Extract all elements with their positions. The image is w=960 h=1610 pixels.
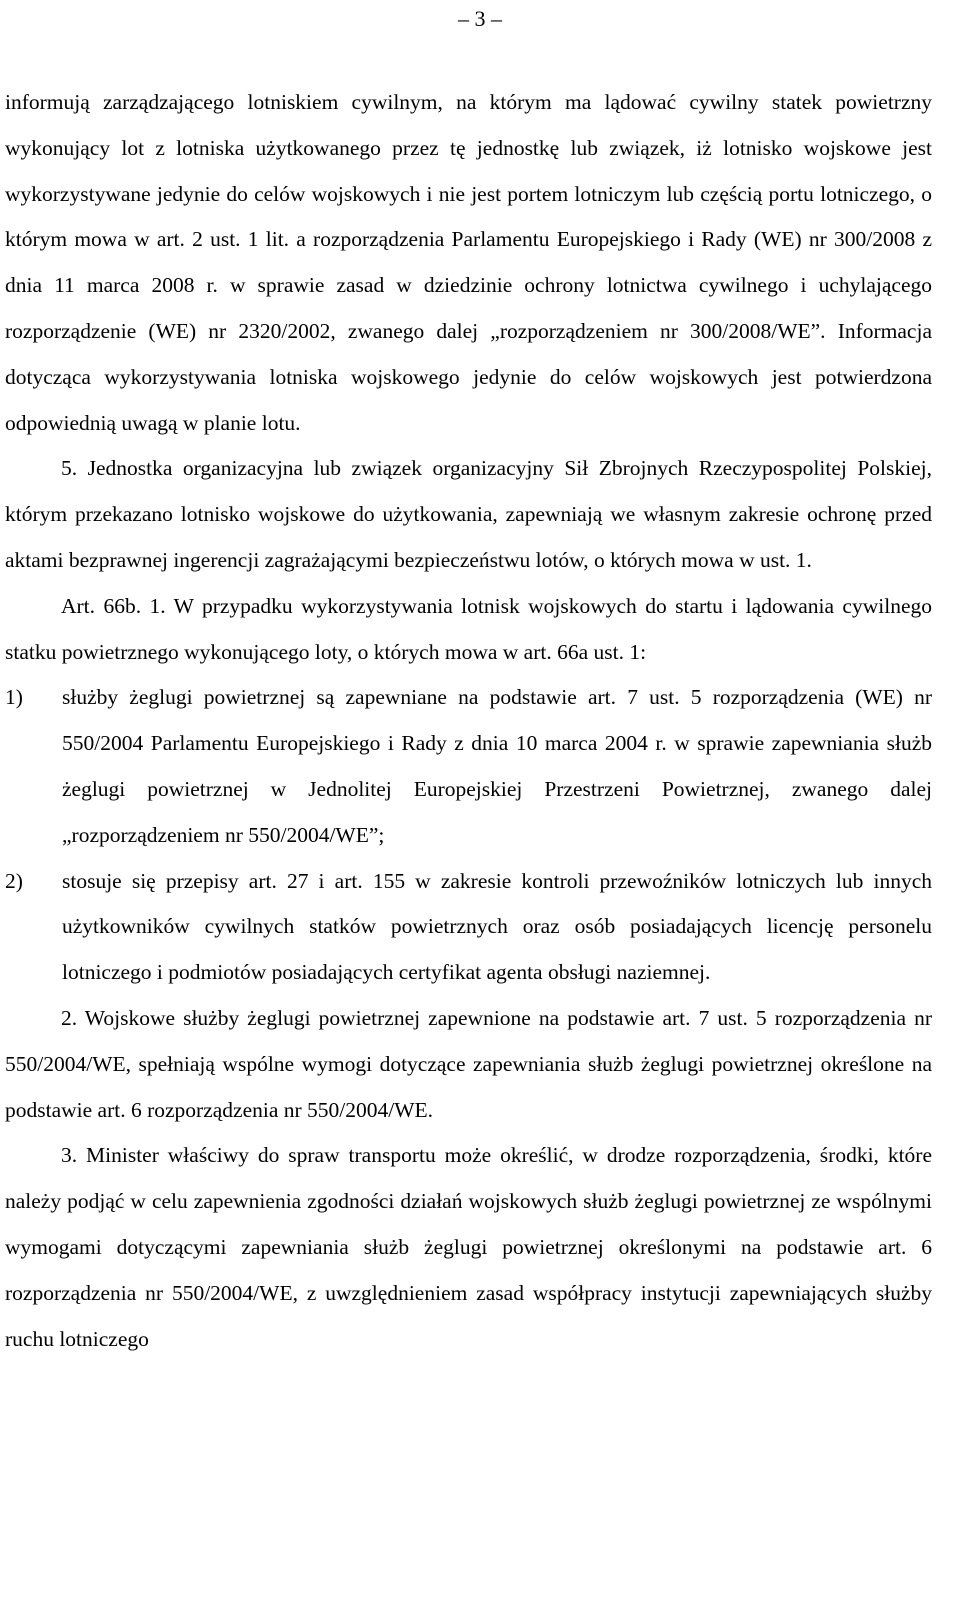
list-item-number: 2) <box>5 868 23 893</box>
paragraph-ust-3: 3. Minister właściwy do spraw transportu może określić, w drodze rozporządzenia, środki, które należy podjąć w celu zapewnienia zgodności działań wojskowych służb żeglugi powietrznej ze wspólnymi wymogami dotyczącymi zapewniania służb żeglugi powietrznej określonymi na podstawie art. 6 rozporządzenia nr 550/2004/WE, z uwzględnieniem zasad współpracy instytucji zapewniających służby ruchu lotniczego <box>5 1143 932 1351</box>
document-body <box>5 80 932 1362</box>
list-item <box>5 859 932 996</box>
list-item <box>5 675 932 858</box>
paragraph-art-66b: Art. 66b. 1. W przypadku wykorzystywania lotnisk wojskowych do startu i lądowania cywilnego statku powietrznego wykonującego loty, o których mowa w art. 66a ust. 1: <box>5 593 932 664</box>
list-item-number: 1) <box>5 685 23 710</box>
paragraph-continuation: informują zarządzającego lotniskiem cywilnym, na którym ma lądować cywilny statek powietrzny wykonujący lot z lotniska użytkowanego przez tę jednostkę lub związek, iż lotnisko wojskowe jest wykorzystywane jedynie do celów wojskowych i nie jest portem lotniczym lub częścią portu lotniczego, o którym mowa w art. 2 ust. 1 lit. a rozporządzenia Parlamentu Europejskiego i Rady (WE) nr 300/2008 z dnia 11 marca 2008 r. w sprawie zasad w dziedzinie ochrony lotnictwa cywilnego i uchylającego rozporządzenie (WE) nr 2320/2002, zwanego dalej „rozporządzeniem nr 300/2008/WE”. Informacja dotycząca wykorzystywania lotniska wojskowego jedynie do celów wojskowych jest potwierdzona odpowiednią uwagą w planie lotu. <box>5 90 932 435</box>
list-item-text: stosuje się przepisy art. 27 i art. 155 w zakresie kontroli przewoźników lotniczych lub innych użytkowników cywilnych statków powietrznych oraz osób posiadających licencję personelu lotniczego i podmiotów posiadających certyfikat agenta obsługi naziemnej. <box>62 868 932 985</box>
paragraph-ust-5: 5. Jednostka organizacyjna lub związek organizacyjny Sił Zbrojnych Rzeczypospolitej Polskiej, którym przekazano lotnisko wojskowe do użytkowania, zapewniają we własnym zakresie ochronę przed aktami bezprawnej ingerencji zagrażającymi bezpieczeństwu lotów, o których mowa w ust. 1. <box>5 456 932 572</box>
list-item-text: służby żeglugi powietrznej są zapewniane na podstawie art. 7 ust. 5 rozporządzenia (WE) nr 550/2004 Parlamentu Europejskiego i Rady z dnia 10 marca 2004 r. w sprawie zapewniania służb żeglugi powietrznej w Jednolitej Europejskiej Przestrzeni Powietrznej, zwanego dalej „rozporządzeniem nr 550/2004/WE”; <box>62 685 932 847</box>
page-number: – 3 – <box>458 6 502 31</box>
paragraph-ust-2: 2. Wojskowe służby żeglugi powietrznej zapewnione na podstawie art. 7 ust. 5 rozporządzenia nr 550/2004/WE, spełniają wspólne wymogi dotyczące zapewniania służb żeglugi powietrznej określone na podstawie art. 6 rozporządzenia nr 550/2004/WE. <box>5 1005 932 1122</box>
